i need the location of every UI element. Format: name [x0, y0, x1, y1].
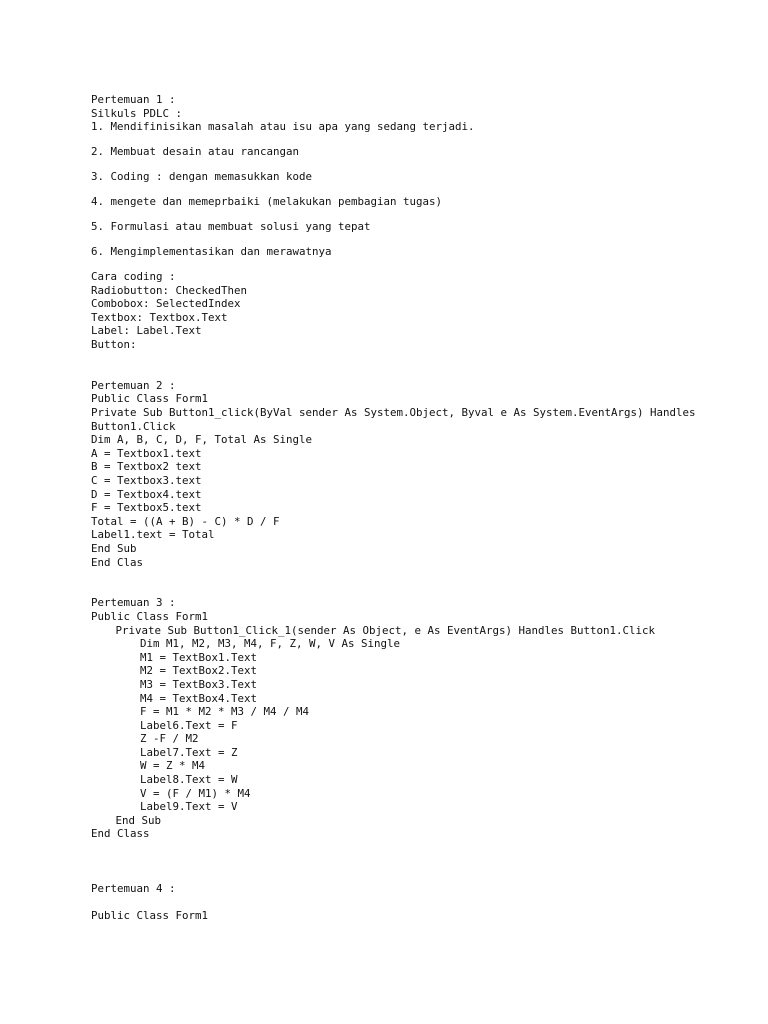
code-line: D = Textbox4.text [91, 487, 202, 501]
code-line: Private Sub Button1_Click_1(sender As Object, e As EventArgs) Handles Button1.Click [115, 623, 656, 637]
code-line: C = Textbox3.text [91, 474, 202, 487]
code-line: M3 = TextBox3.Text [140, 677, 258, 691]
code-line: End Class [91, 827, 150, 841]
coding-item: Button: [91, 338, 137, 352]
pdlc-step-1: 1. Mendifinisikan masalah atau isu apa yang sedang terjadi. [91, 120, 475, 134]
code-line: Label7.Text = Z [140, 745, 238, 759]
pdlc-step-3: 3. Coding : dengan memasukkan kode [91, 170, 313, 184]
code-line: W = Z * M4 [140, 759, 206, 773]
code-line: End Clas [91, 555, 144, 569]
code-line: End Sub [115, 813, 162, 827]
document-body [91, 93, 751, 923]
code-line: Public Class Form1 [91, 609, 209, 623]
code-line: A = Textbox1.text [91, 446, 202, 460]
coding-title: Cara coding : [91, 270, 176, 284]
code-line: Dim A, B, C, D, F, Total As Single [91, 433, 313, 447]
code-line: Label9.Text = V [140, 800, 238, 814]
code-line: B = Textbox2 text [91, 460, 202, 474]
pdlc-step-4: 4. mengete dan memeprbaiki (melakukan pembagian tugas) [91, 195, 443, 209]
code-line: Z -F / M2 [140, 732, 199, 746]
code-line: Dim M1, M2, M3, M4, F, Z, W, V As Single [140, 637, 401, 651]
code-line: F = M1 * M2 * M3 / M4 / M4 [140, 705, 310, 719]
coding-item: Label: Label.Text [91, 324, 202, 338]
code-line: End Sub [91, 541, 137, 555]
code-line: F = Textbox5.text [91, 501, 202, 515]
code-line: Public Class Form1 [91, 392, 209, 406]
section1-heading: Pertemuan 1 : [91, 93, 176, 106]
pdlc-step-2: 2. Membuat desain atau rancangan [91, 145, 300, 159]
code-line: M4 = TextBox4.Text [140, 691, 258, 705]
section4-heading: Pertemuan 4 : [91, 881, 176, 895]
pdlc-step-5: 5. Formulasi atau membuat solusi yang tepat [91, 220, 371, 234]
section2-heading: Pertemuan 2 : [91, 378, 176, 392]
code-line: M1 = TextBox1.Text [140, 650, 258, 664]
code-line: M2 = TextBox2.Text [140, 664, 258, 678]
code-line: Total = ((A + B) - C) * D / F [91, 514, 280, 528]
code-line: Private Sub Button1_click(ByVal sender As System.Object, Byval e As System.EventArgs) Handles [91, 406, 696, 420]
code-line: Label1.text = Total [91, 528, 215, 542]
pdlc-step-6: 6. Mengimplementasikan dan merawatnya [91, 245, 332, 259]
code-line: V = (F / M1) * M4 [140, 786, 251, 800]
coding-item: Radiobutton: CheckedThen [91, 283, 248, 297]
code-line: Label8.Text = W [140, 773, 238, 787]
section3-heading: Pertemuan 3 : [91, 596, 176, 610]
code-line: Button1.Click [91, 419, 176, 433]
section1-subheading: Silkuls PDLC : [91, 106, 183, 120]
code-line: Public Class Form1 [91, 909, 209, 922]
coding-item: Combobox: SelectedIndex [91, 297, 241, 311]
code-line: Label6.Text = F [140, 718, 238, 732]
coding-item: Textbox: Textbox.Text [91, 310, 228, 324]
